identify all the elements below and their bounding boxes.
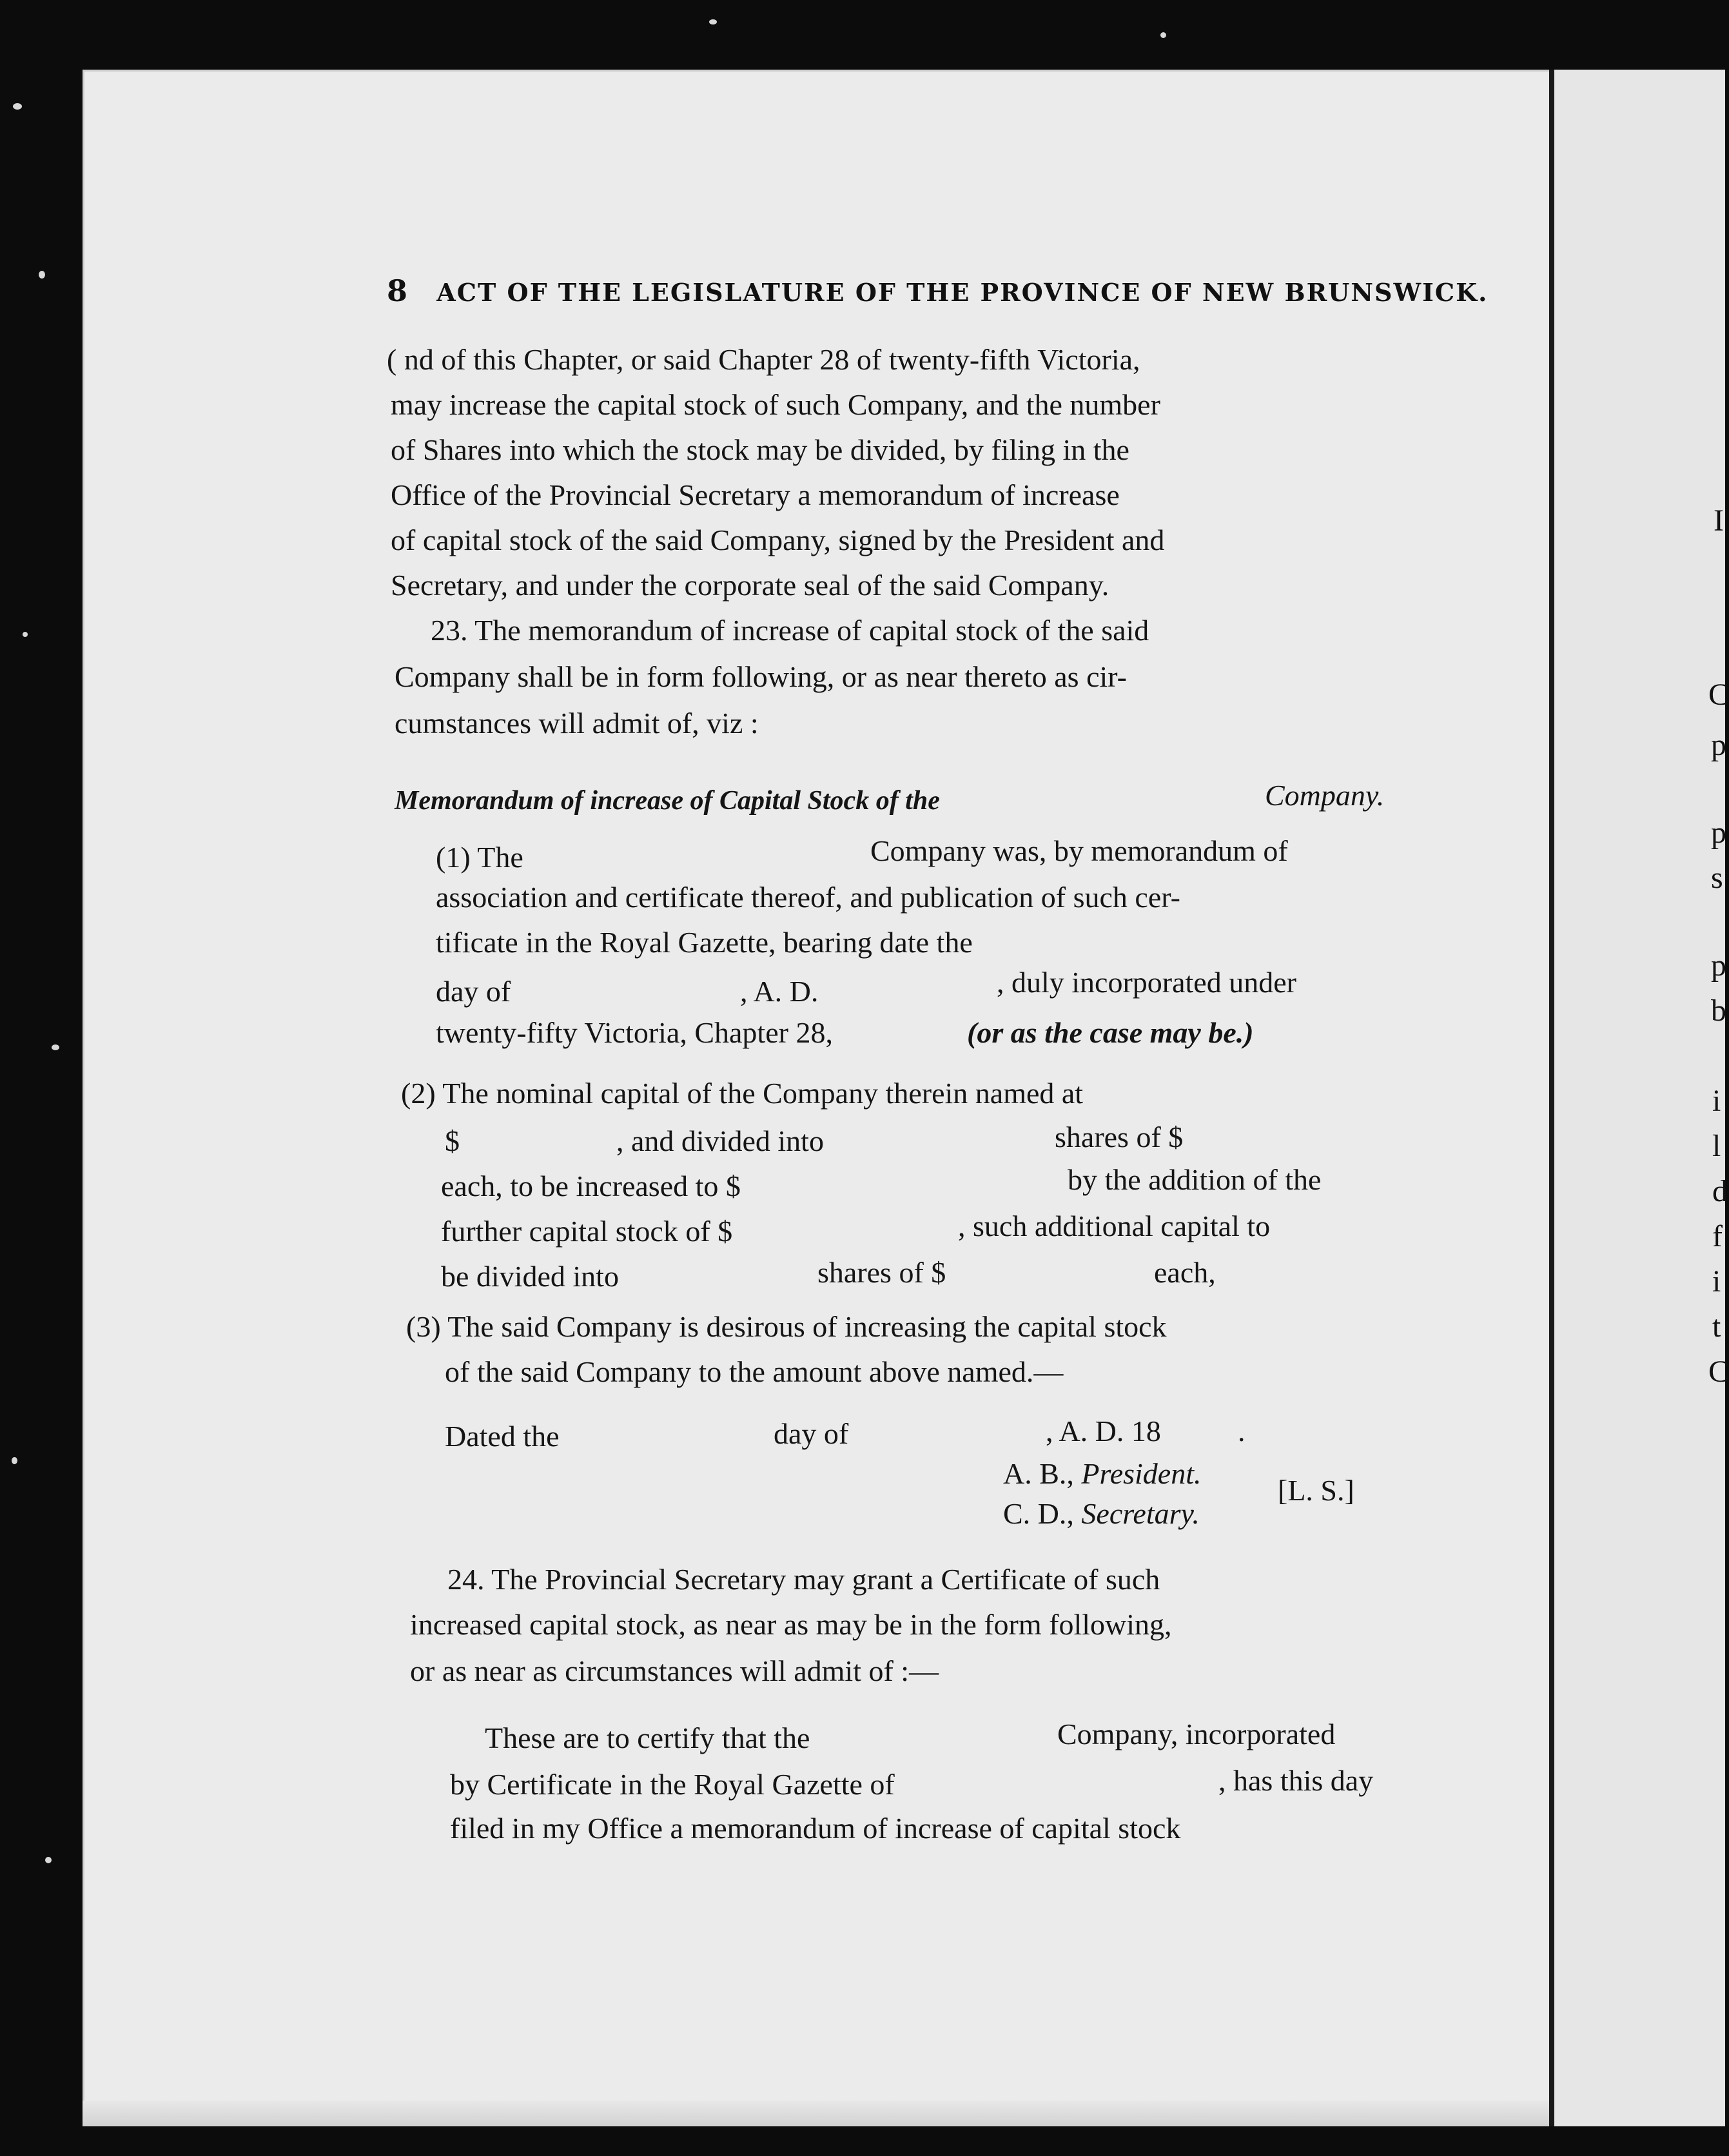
- scan-speck: [39, 271, 45, 279]
- page-fold: [1549, 70, 1554, 2126]
- intro-line-5: of capital stock of the said Company, signed by the President and: [391, 524, 1165, 556]
- scan-speck: [709, 19, 717, 24]
- memorandum-title: Memorandum of increase of Capital Stock of the: [395, 786, 940, 816]
- intro-line-6: Secretary, and under the corporate seal of the said Company.: [391, 569, 1109, 602]
- clause-2-line-5c: each,: [1154, 1256, 1216, 1289]
- facing-page-edge: [1554, 70, 1725, 2126]
- facing-page-letter: p: [1711, 816, 1726, 850]
- facing-page-letter: l: [1712, 1129, 1721, 1163]
- clause-2-line-1: (2) The nominal capital of the Company therein named at: [401, 1077, 1084, 1110]
- intro-line-3: of Shares into which the stock may be divided, by filing in the: [391, 433, 1129, 466]
- running-header: [387, 273, 1489, 312]
- clause-1-line-3: tificate in the Royal Gazette, bearing date the: [436, 926, 973, 959]
- clause-1-line-2: association and certificate thereof, and publication of such cer-: [436, 881, 1180, 914]
- section-23-line-2: Company shall be in form following, or as near thereto as cir-: [395, 660, 1127, 693]
- scan-speck: [1160, 32, 1166, 38]
- clause-2-line-3a: each, to be increased to $: [441, 1170, 741, 1202]
- certificate-line-1b: Company, incorporated: [1057, 1718, 1336, 1750]
- intro-line-1: ( nd of this Chapter, or said Chapter 28 of twenty-fifth Victoria,: [387, 343, 1140, 376]
- page-bottom-shadow: [83, 2101, 1549, 2126]
- scan-speck: [12, 1457, 17, 1464]
- clause-2-line-4a: further capital stock of $: [441, 1215, 733, 1248]
- certificate-line-1a: These are to certify that the: [485, 1721, 810, 1754]
- signature-secretary: [1003, 1494, 1200, 1533]
- clause-1-line-4a: day of: [436, 975, 511, 1008]
- clause-1-line-5b: (or as the case may be.): [967, 1016, 1254, 1049]
- facing-page-letter: p: [1711, 728, 1726, 762]
- certificate-line-2a: by Certificate in the Royal Gazette of: [450, 1768, 895, 1801]
- section-23-line-3: cumstances will admit of, viz :: [395, 707, 759, 740]
- clause-2-line-2a: $: [445, 1124, 460, 1157]
- clause-1-line-5a: twenty-fifty Victoria, Chapter 28,: [436, 1016, 833, 1049]
- president-title: President.: [1081, 1457, 1202, 1490]
- facing-page-letter: C: [1708, 1355, 1729, 1389]
- facing-page-letter: p: [1711, 948, 1726, 983]
- facing-page-letter: t: [1712, 1309, 1721, 1344]
- section-24-line-3: or as near as circumstances will admit of :—: [410, 1654, 939, 1687]
- clause-2-line-3b: by the addition of the: [1068, 1163, 1322, 1196]
- intro-line-4: Office of the Provincial Secretary a memorandum of increase: [391, 478, 1120, 511]
- clause-2-line-2c: shares of $: [1055, 1121, 1184, 1153]
- page-number: 8: [387, 273, 409, 308]
- memorandum-title-company: Company.: [1265, 779, 1385, 812]
- section-24-line-2: increased capital stock, as near as may be in the form following,: [410, 1608, 1172, 1641]
- facing-page-letter: i: [1712, 1084, 1721, 1118]
- dated-year: , A. D. 18: [1046, 1415, 1161, 1447]
- facing-page-letter: I: [1714, 504, 1724, 538]
- clause-1-line-4b: , A. D.: [740, 975, 819, 1008]
- section-24-line-1: 24. The Provincial Secretary may grant a Certificate of such: [447, 1563, 1160, 1596]
- clause-1-line-4c: , duly incorporated under: [997, 966, 1296, 999]
- scan-speck: [52, 1044, 59, 1050]
- clause-3-line-1: (3) The said Company is desirous of increasing the capital stock: [406, 1310, 1167, 1343]
- facing-page-letter: C: [1708, 678, 1729, 712]
- scan-speck: [45, 1857, 52, 1863]
- dated-label: Dated the: [445, 1420, 560, 1453]
- clause-2-line-5a: be divided into: [441, 1260, 619, 1293]
- header-title: ACT OF THE LEGISLATURE OF THE PROVINCE OF NEW BRUNSWICK.: [436, 278, 1489, 307]
- seal-mark: [L. S.]: [1278, 1474, 1354, 1507]
- clause-1-line-1b: Company was, by memorandum of: [870, 834, 1288, 867]
- clause-3-line-2: of the said Company to the amount above named.—: [445, 1355, 1064, 1388]
- scan-speck: [23, 632, 28, 637]
- facing-page-letter: d: [1712, 1174, 1728, 1208]
- clause-2-line-2b: , and divided into: [616, 1124, 824, 1157]
- dated-period: .: [1238, 1415, 1245, 1447]
- facing-page-letter: b: [1711, 994, 1726, 1028]
- signature-president: [1003, 1455, 1202, 1493]
- certificate-line-3: filed in my Office a memorandum of increase of capital stock: [450, 1812, 1181, 1845]
- dated-day-of: day of: [774, 1417, 849, 1450]
- clause-1-line-1a: (1) The: [436, 841, 523, 874]
- facing-page-letter: f: [1712, 1219, 1723, 1253]
- clause-2-line-4b: , such additional capital to: [958, 1210, 1271, 1242]
- president-initials: A. B.,: [1003, 1457, 1074, 1490]
- section-23-line-1: 23. The memorandum of increase of capital stock of the said: [431, 614, 1149, 647]
- intro-line-2: may increase the capital stock of such Company, and the number: [391, 388, 1160, 421]
- clause-2-line-5b: shares of $: [817, 1256, 946, 1289]
- scan-speck: [13, 103, 22, 110]
- facing-page-letter: s: [1711, 861, 1723, 895]
- secretary-title: Secretary.: [1081, 1497, 1200, 1530]
- secretary-initials: C. D.,: [1003, 1497, 1074, 1530]
- facing-page-letter: i: [1712, 1264, 1721, 1298]
- certificate-line-2b: , has this day: [1218, 1764, 1374, 1797]
